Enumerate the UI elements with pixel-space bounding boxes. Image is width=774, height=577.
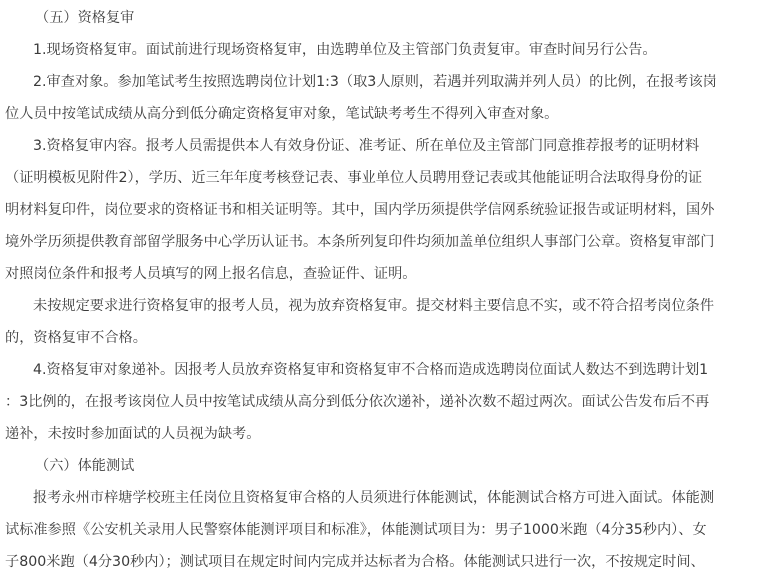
- paragraph-line: 试标准参照《公安机关录用人民警察体能测评项目和标准》，体能测试项目为：男子1000米跑（4分35秒内）、女: [5, 522, 707, 538]
- paragraph-line: 子800米跑（4分30秒内）；测试项目在规定时间内完成并达标者为合格。体能测试只进行一次，不按规定时间、: [5, 554, 705, 570]
- paragraph-line: 递补，未按时参加面试的人员视为缺考。: [5, 426, 261, 442]
- section-heading-6: （六）体能测试: [35, 458, 135, 474]
- paragraph-line: 未按规定要求进行资格复审的报考人员，视为放弃资格复审。提交材料主要信息不实，或不符合招考岗位条件: [33, 298, 715, 314]
- paragraph-line: 4.资格复审对象递补。因报考人员放弃资格复审和资格复审不合格而造成选聘岗位面试人数达不到选聘计划1: [33, 362, 709, 378]
- paragraph-line: 明材料复印件，岗位要求的资格证书和相关证明等。其中，国内学历须提供学信网系统验证报告或证明材料，国外: [5, 202, 715, 218]
- paragraph-line: 对照岗位条件和报考人员填写的网上报名信息，查验证件、证明。: [5, 266, 417, 282]
- paragraph-line: 3.资格复审内容。报考人员需提供本人有效身份证、准考证、所在单位及主管部门同意推荐报考的证明材料: [33, 138, 700, 154]
- paragraph-line: 2.审查对象。参加笔试考生按照选聘岗位计划1:3（取3人原则，若遇并列取满并列人员）的比例，在报考该岗: [33, 74, 717, 90]
- paragraph-line: 的，资格复审不合格。: [5, 330, 147, 346]
- section-heading-5: （五）资格复审: [35, 10, 135, 26]
- paragraph-line: （证明模板见附件2），学历、近三年年度考核登记表、事业单位人员聘用登记表或其他能证明合法取得身份的证: [5, 170, 703, 186]
- paragraph-line: 报考永州市梓塘学校班主任岗位且资格复审合格的人员须进行体能测试，体能测试合格方可进入面试。体能测: [33, 490, 715, 506]
- paragraph-line: 1.现场资格复审。面试前进行现场资格复审，由选聘单位及主管部门负责复审。审查时间另行公告。: [33, 42, 657, 58]
- paragraph-line: ：3比例的，在报考该岗位人员中按笔试成绩从高分到低分依次递补，递补次数不超过两次。面试公告发布后不再: [5, 394, 710, 410]
- paragraph-line: 位人员中按笔试成绩从高分到低分确定资格复审对象，笔试缺考考生不得列入审查对象。: [5, 106, 559, 122]
- paragraph-line: 境外学历须提供教育部留学服务中心学历认证书。本条所列复印件均须加盖单位组织人事部门公章。资格复审部门: [5, 234, 715, 250]
